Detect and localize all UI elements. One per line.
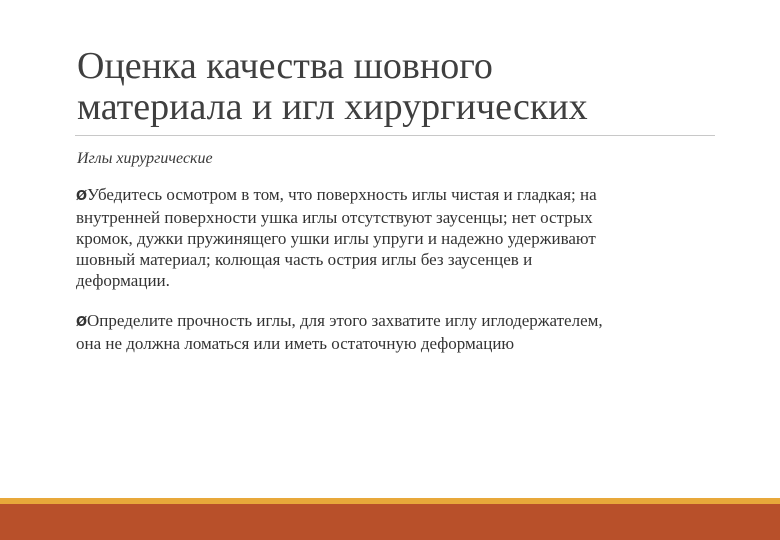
bullet-list [76,184,716,373]
footer-band [0,498,780,540]
bullet-1-line-3: кромок, дужки пружинящего ушки иглы упруги и надежно удерживают [76,229,596,248]
bullet-1-line-4: шовный материал; колющая часть острия иглы без заусенцев и [76,250,533,269]
arrow-bullet-icon: Ø [76,315,88,330]
bullet-1-line-1: Убедитесь осмотром в том, что поверхность иглы чистая и гладкая; на [87,185,597,204]
footer-accent-stripe [0,498,780,504]
bullet-2-line-2: она не должна ломаться или иметь остаточную деформацию [76,334,515,353]
slide-title-line-1: Оценка качества шовного [77,45,493,87]
subheading: Иглы хирургические [77,150,213,167]
bullet-2-line-1: Определите прочность иглы, для этого захватите иглу иглодержателем, [87,311,603,330]
bullet-item [76,184,716,291]
bullet-1-line-2: внутренней поверхности ушка иглы отсутствуют заусенцы; нет острых [76,208,593,227]
title-divider [75,135,715,136]
slide-title [77,46,737,128]
slide-title-line-2: материала и игл хирургических [77,86,588,128]
bullet-item [76,310,716,354]
bullet-1-line-5: деформации. [76,271,170,290]
arrow-bullet-icon: Ø [76,189,88,204]
